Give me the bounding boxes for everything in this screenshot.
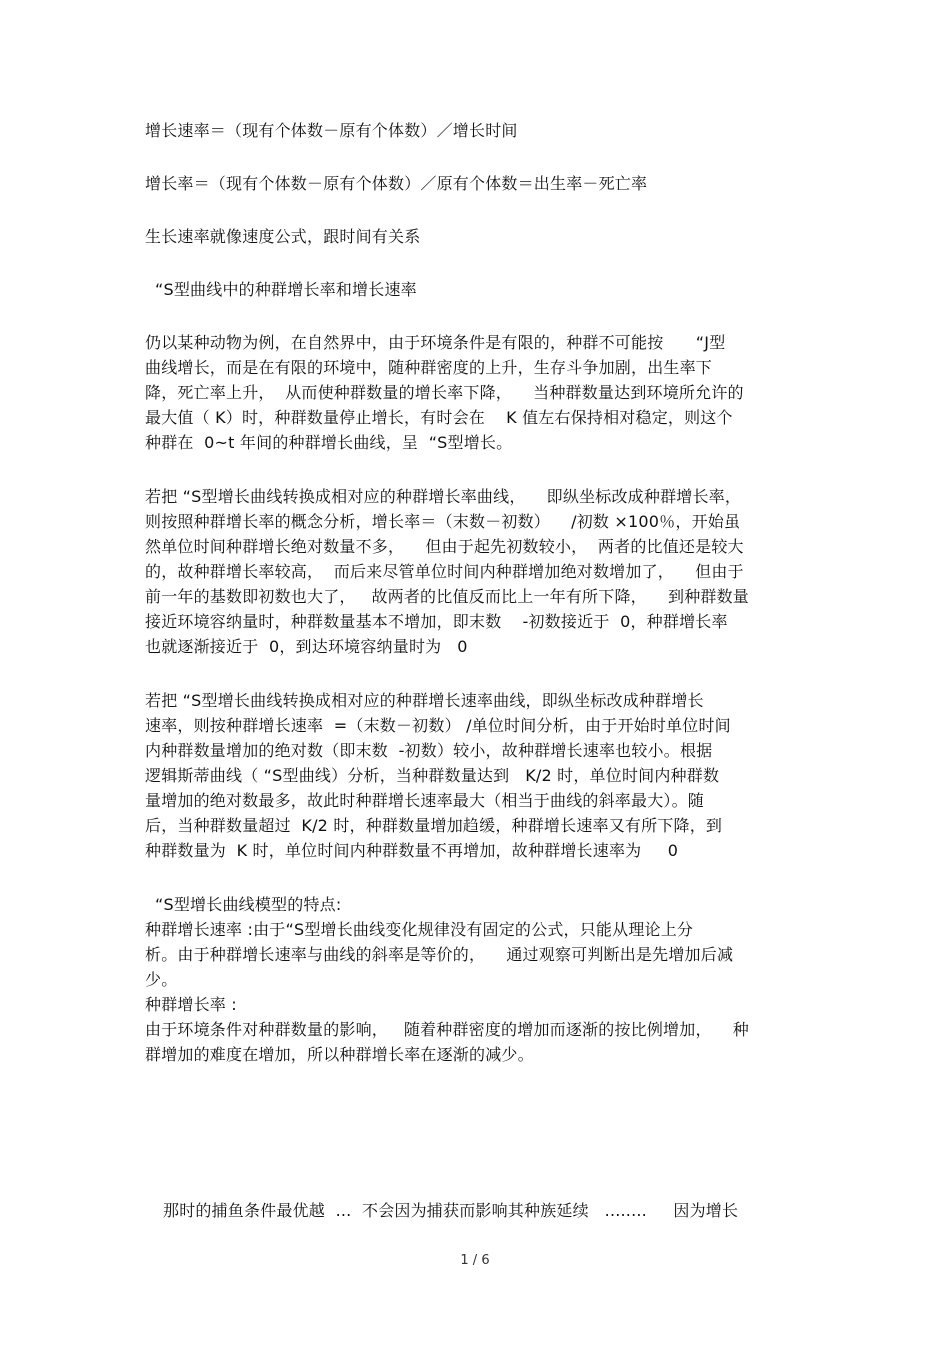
paragraph-6-line-1: 那时的捕鱼条件最优越 ... 不会因为捕获而影响其种族延续 ........ 因为增长 <box>163 1201 739 1220</box>
paragraph-2-line-4: 的，故种群增长率较高， 而后来尽管单位时间内种群增加绝对数增加了， 但由于 <box>145 562 744 581</box>
paragraph-1-line-5: 种群在 0~t 年间的种群增长曲线，呈 “S型增长。 <box>145 433 513 452</box>
paragraph-5-line-2: 群增加的难度在增加，所以种群增长率在逐渐的减少。 <box>145 1045 534 1064</box>
paragraph-4-line-1: 种群增长速率 :由于“S型增长曲线变化规律没有固定的公式，只能从理论上分 <box>145 920 694 939</box>
paragraph-4-line-2: 析。由于种群增长速率与曲线的斜率是等价的， 通过观察可判断出是先增加后减 <box>145 945 734 964</box>
text-line-growth-rate-formula: 增长率＝（现有个体数－原有个体数）／原有个体数＝出生率－死亡率 <box>145 174 648 193</box>
paragraph-2-line-2: 则按照种群增长率的概念分析，增长率＝（末数－初数） /初数 ×100％，开始虽 <box>145 512 741 531</box>
paragraph-3-line-6: 后，当种群数量超过 K/2 时，种群数量增加趋缓，种群增长速率又有所下降，到 <box>145 816 723 835</box>
paragraph-1-line-4: 最大值（ K）时，种群数量停止增长，有时会在 K 值左右保持相对稳定，则这个 <box>145 408 733 427</box>
paragraph-5-line-1: 由于环境条件对种群数量的影响， 随着种群密度的增加而逐渐的按比例增加， 种 <box>145 1020 750 1039</box>
paragraph-1-line-2: 曲线增长，而是在有限的环境中，随种群密度的上升，生存斗争加剧，出生率下 <box>145 358 713 377</box>
text-line-speed-note: 生长速率就像速度公式，跟时间有关系 <box>145 227 421 246</box>
paragraph-3-line-5: 量增加的绝对数最多，故此时种群增长速率最大（相当于曲线的斜率最大）。随 <box>145 791 705 810</box>
paragraph-4-line-3: 少。 <box>145 970 178 989</box>
paragraph-3-line-3: 内种群数量增加的绝对数（即末数 -初数）较小，故种群增长速率也较小。根据 <box>145 741 713 760</box>
paragraph-2-line-5: 前一年的基数即初数也大了， 故两者的比值反而比上一年有所下降， 到种群数量 <box>145 587 750 606</box>
paragraph-2-line-7: 也就逐渐接近于 0，到达环境容纳量时为 0 <box>145 637 468 656</box>
paragraph-3-line-4: 逻辑斯蒂曲线（ “S型曲线）分析，当种群数量达到 K/2 时，单位时间内种群数 <box>145 766 720 785</box>
paragraph-3-line-7: 种群数量为 K 时，单位时间内种群数量不再增加，故种群增长速率为 0 <box>145 841 679 860</box>
section-heading-s-curve: “S型曲线中的种群增长率和增长速率 <box>155 280 417 299</box>
paragraph-2-line-3: 然单位时间种群增长绝对数量不多， 但由于起先初数较小， 两者的比值还是较大 <box>145 537 744 556</box>
paragraph-2-line-1: 若把 “S型增长曲线转换成相对应的种群增长率曲线， 即纵坐标改成种群增长率， <box>145 487 742 506</box>
paragraph-2-line-6: 接近环境容纳量时，种群数量基本不增加，即末数 -初数接近于 0，种群增长率 <box>145 612 728 631</box>
paragraph-1-line-3: 降，死亡率上升， 从而使种群数量的增长率下降， 当种群数量达到环境所允许的 <box>145 383 744 402</box>
section-heading-s-curve-features: “S型增长曲线模型的特点: <box>155 895 342 914</box>
page-number: 1 / 6 <box>460 1253 490 1268</box>
subheading-growth-rate: 种群增长率 : <box>145 995 237 1014</box>
paragraph-3-line-1: 若把 “S型增长曲线转换成相对应的种群增长速率曲线，即纵坐标改成种群增长 <box>145 691 704 710</box>
paragraph-1-line-1: 仍以某种动物为例，在自然界中，由于环境条件是有限的，种群不可能按 “J型 <box>145 333 726 352</box>
paragraph-3-line-2: 速率，则按种群增长速率 =（末数－初数） /单位时间分析，由于开始时单位时间 <box>145 716 731 735</box>
text-line-growth-speed-formula: 增长速率＝（现有个体数－原有个体数）／增长时间 <box>145 121 518 140</box>
